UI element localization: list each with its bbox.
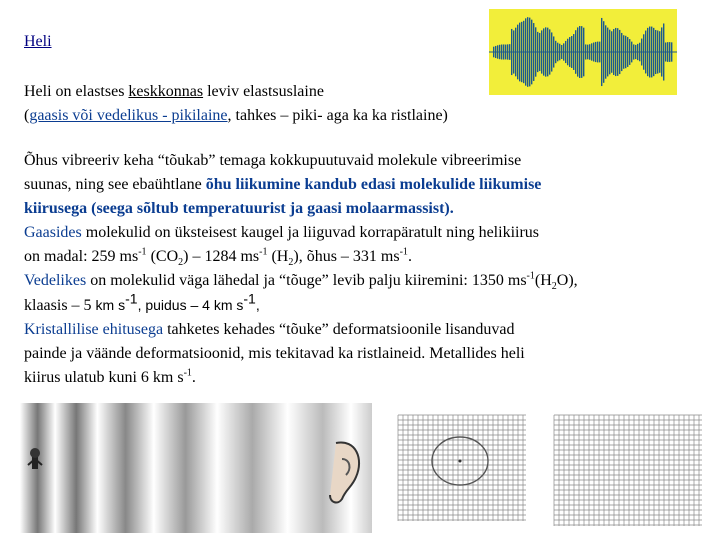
- body-line-1: Õhus vibreeriv keha “tõukab” temaga kokkupuutuvaid molekule vibreerimise: [24, 152, 522, 169]
- body-line-10: kiirus ulatub kuni 6 km $s^{-1}$.: [24, 367, 196, 386]
- intro-paragraph: [24, 80, 448, 128]
- intro-line-1: Heli on elastses keskkonnas leviv elastsuslaine: [24, 83, 324, 100]
- body-line-2: suunas, ning see ebaühtlane õhu liikumine kandub edasi molekulide liikumise: [24, 176, 542, 193]
- body-line-8: Kristallilise ehitusega tahketes kehades “tõuke” deformatsioonile lisanduvad: [24, 321, 515, 338]
- body-line-3: kiirusega (seega sõltub temperatuurist ja gaasi molaarmassist).: [24, 200, 454, 217]
- intro-line-2: (gaasis või vedelikus - pikilaine, tahkes – piki- aga ka ka ristlaine): [24, 107, 448, 124]
- body-paragraph: [24, 149, 578, 390]
- grid-deformation-image: [396, 413, 528, 523]
- body-line-7: klaasis – 5 km $s^{-1}$, puidus – 4 km $s^{-1}$,: [24, 290, 260, 314]
- keskkonnas-link[interactable]: keskkonnas: [128, 83, 204, 100]
- sound-propagation-image: [20, 403, 372, 533]
- body-line-9: painde ja väände deformatsioonid, mis tekitavad ka ristlaineid. Metallides heli: [24, 345, 525, 362]
- grid-image: [552, 413, 704, 528]
- pikilaine-link[interactable]: gaasis või vedelikus - pikilaine: [29, 107, 228, 124]
- page-title: Heli: [24, 33, 52, 50]
- body-line-5: on madal: 259 $ms^{-1}$ $(CO_2) - 1284$ $ms^{-1}$ $(H_2)$, õhus – 331 $ms^{-1}$.: [24, 246, 412, 269]
- body-line-4: Gaasides molekulid on üksteisest kaugel ja liiguvad korrapäratult ning helikiirus: [24, 224, 540, 241]
- sound-wave-image: [489, 9, 677, 95]
- body-line-6: Vedelikes on molekulid väga lähedal ja “tõuge” levib palju kiiremini: 1350 $ms^{-1}(H_2O)$,: [24, 270, 578, 293]
